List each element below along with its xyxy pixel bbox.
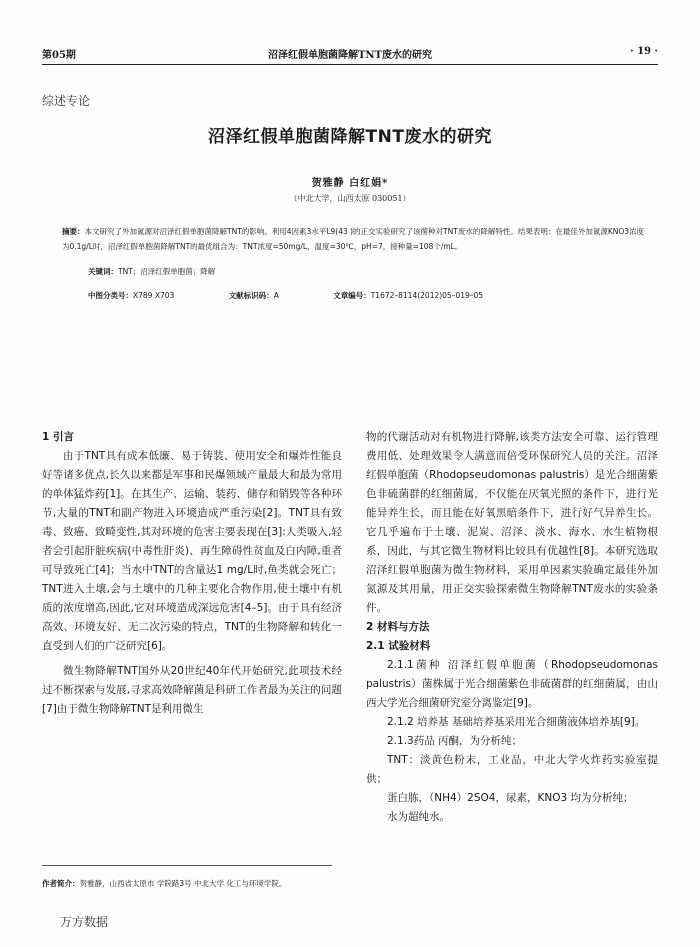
section-heading: 1 引言 [42, 431, 74, 443]
paragraph: 2.1.3药品 丙酮，为分析纯； [387, 735, 523, 747]
section-heading: 2 材料与方法 [366, 621, 430, 633]
body-column-left [42, 428, 342, 719]
keywords-label: 关键词： [88, 267, 118, 276]
article-meta [88, 290, 608, 301]
running-head [42, 44, 658, 65]
footnote-text: 贺雅静，山西省太原市 学院路3号 中北大学 化工与环境学院。 [79, 879, 287, 888]
paragraph: 由于TNT具有成本低廉、易于铸装、使用安全和爆炸性能良好等诸多优点,长久以来都是军事和民爆领域产量最大和最为常用的单体猛炸药[1]。在其生产、运输、装药、储存和销毁等各种环节,大量的TNT和副产物进入环境造成严重污染[2]。TNT具有致毒、致癌、致畸变性,其对环境的危害主要表现在[3]:人类吸入,轻者会引起肝脏疾病(中毒性肝炎)、再生障碍性贫血及白内障,重者可导致死亡[4]；当水中TNT的含量达1 mg/L时,鱼类就会死亡；TNT进入土壤,会与土壤中的几种主要化合物作用,使土壤中有机质的浓度增高,因此,它对环境造成深远危害[4–5]。由于具有经济高效、环境友好、无二次污染的特点，TNT的生物降解和转化一直受到人们的广泛研究[6]。 [42, 450, 342, 652]
body-column-right [366, 428, 658, 827]
abstract [62, 224, 646, 254]
article-authors: 贺雅静 白红娟* [311, 178, 389, 189]
abstract-text: 本文研究了外加氮源对沼泽红假单胞菌降解TNT的影响。利用4因素3水平L9(43 )的正交实验研究了该菌种对TNT废水的降解特性。结果表明：在最佳外加氮源KNO3浓度为0.1g/L时，沼泽红假单胞菌降解TNT的最优组合为：TNT浓度=50mg/L，温度=30℃，pH=7，接种量=108个/mL。 [62, 227, 645, 251]
article-number: 文章编号：T1672–8114(2012)05–019–05 [333, 291, 484, 300]
doc-code: 文献标识码：A [228, 291, 279, 300]
section-label: 综述专论 [42, 94, 91, 108]
source-watermark: 万方数据 [60, 915, 109, 929]
keywords [88, 266, 215, 277]
running-title: 沼泽红假单胞菌降解TNT废水的研究 [267, 50, 433, 61]
subsection-heading: 2.1 试验材料 [366, 640, 431, 652]
paragraph: 微生物降解TNT国外从20世纪40年代开始研究,此项技术经过不断探索与发展,寻求高效降解菌是科研工作者最为关注的问题[7]由于微生物降解TNT是利用微生 [42, 665, 342, 715]
paragraph: 2.1.2 培养基 基础培养基采用光合细菌液体培养基[9]。 [387, 716, 646, 728]
paragraph: 水为超纯水。 [387, 811, 450, 823]
paragraph: 蛋白胨，（NH4）2SO4，尿素，KNO3 均为分析纯； [387, 792, 634, 804]
paragraph: 2.1.1菌种 沼泽红假单胞菌（Rhodopseudomonas palustris）菌株属于光合细菌紫色非硫菌群的红细菌属，由山西大学光合细菌研究室分离鉴定[9]。 [366, 659, 658, 709]
paragraph: 物的代谢活动对有机物进行降解,该类方法安全可靠、运行管理费用低、处理效果令人满意而倍受环保研究人员的关注。沼泽红假单胞菌（Rhodopseudomonas palustris）是光合细菌紫色非硫菌群的红细菌属，不仅能在厌氧光照的条件下，进行光能异养生长，而且能在好氧黑暗条件下，进行好气异养生长。它几乎遍布于土壤、泥炭、沼泽、淡水、海水、水生植物根系，因此，与其它微生物材料比较具有优越性[8]。本研究选取沼泽红假单胞菌为微生物材料，采用单因素实验确定最佳外加氮源及其用量，用正交实验探索微生物降解TNT废水的实验条件。 [366, 431, 658, 614]
abstract-label: 摘要： [62, 227, 85, 236]
article-title: 沼泽红假单胞菌降解TNT废水的研究 [208, 127, 492, 147]
paragraph: TNT：淡黄色粉末，工业品，中北大学火炸药实验室提供； [366, 754, 658, 785]
clc-number: 中图分类号：X789 X703 [88, 291, 175, 300]
footnote-divider [42, 865, 332, 866]
author-footnote [42, 878, 342, 889]
keywords-text: TNT；沼泽红假单胞菌；降解 [118, 267, 216, 276]
footnote-label: 作者简介： [42, 879, 80, 888]
issue-number: 第05期 [42, 50, 76, 61]
article-affiliation: （中北大学，山西太原 030051） [289, 194, 411, 203]
page-number: · 19 · [630, 46, 658, 57]
